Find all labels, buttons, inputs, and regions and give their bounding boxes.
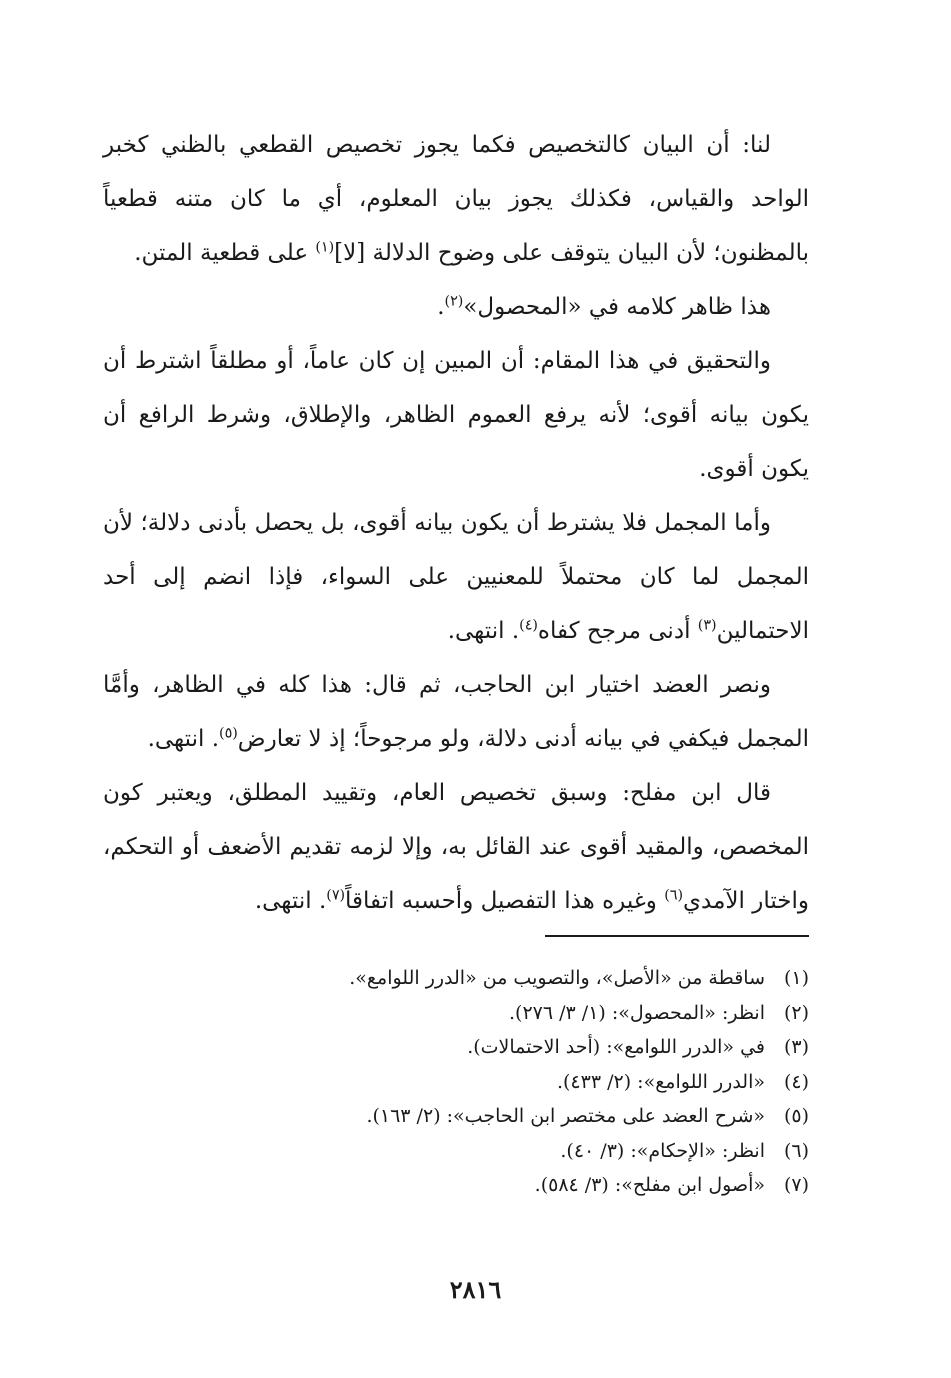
footnote-item	[240, 996, 809, 1031]
footnote-number: (٤)	[783, 1070, 809, 1093]
footnote-text: «أصول ابن مفلح»: (٣/ ٥٨٤).	[534, 1174, 765, 1196]
footnote-number: (٢)	[783, 1001, 809, 1024]
paragraph-text: على قطعية المتن.	[134, 240, 316, 266]
footnote-text: «شرح العضد على مختصر ابن الحاجب»: (٢/ ١٦٣).	[366, 1105, 765, 1127]
footnote-text: «الدرر اللوامع»: (٢/ ٤٣٣).	[556, 1070, 765, 1093]
paragraph-text: هذا ظاهر كلامه في «المحصول»	[463, 294, 771, 320]
paragraph	[103, 496, 809, 658]
footnote-item	[240, 1168, 809, 1203]
paragraph-text: وأما المجمل فلا يشترط أن يكون بيانه أقوى، بل يحصل بأدنى دلالة؛ لأن المجمل لما كان محتملاً للمعنيين على السواء، فإذا انضم إلى أحد الاحتمالين	[103, 510, 809, 644]
footnote-number: (١)	[783, 967, 809, 989]
paragraph-text: . انتهى.	[447, 618, 520, 644]
paragraph	[103, 280, 809, 334]
footnote-item	[240, 1065, 809, 1100]
footnote-item	[240, 1099, 809, 1134]
paragraph-text: .	[437, 294, 445, 320]
paragraph	[103, 766, 809, 928]
footnote-text: انظر: «الإحكام»: (٣/ ٤٠).	[560, 1139, 765, 1162]
paragraph-text: لنا: أن البيان كالتخصيص فكما يجوز تخصيص القطعي بالظني كخبر الواحد والقياس، فكذلك يجوز بيان المعلوم، أي ما كان متنه قطعياً بالمظنون؛ لأن البيان يتوقف على وضوح الدلالة [لا]	[103, 132, 809, 266]
footnotes	[240, 961, 809, 1203]
footnote-ref: (٢)	[444, 293, 464, 310]
footnote-item	[240, 1030, 809, 1065]
main-text	[103, 118, 809, 928]
footnote-text: في «الدرر اللوامع»: (أحد الاحتمالات).	[467, 1036, 765, 1058]
paragraph-text: . انتهى.	[254, 888, 327, 914]
footnote-ref: (٤)	[519, 617, 538, 634]
footnote-ref: (٧)	[326, 887, 346, 904]
paragraph-text: . انتهى.	[147, 726, 220, 752]
footnote-ref: (١)	[315, 239, 335, 256]
paragraph-text: ونصر العضد اختيار ابن الحاجب، ثم قال: هذا كله في الظاهر، وأمَّا المجمل فيكفي في بيانه أدنى دلالة، ولو مرجوحاً؛ إذ لا تعارض	[103, 672, 809, 752]
footnote-item	[240, 1134, 809, 1169]
footnote-number: (٣)	[783, 1036, 809, 1058]
footnote-number: (٧)	[783, 1174, 809, 1196]
paragraph-text: أدنى مرجح كفاه	[537, 618, 698, 644]
paragraph	[103, 658, 809, 766]
paragraph-text: والتحقيق في هذا المقام: أن المبين إن كان عاماً، أو مطلقاً اشترط أن يكون بيانه أقوى؛ لأنه يرفع العموم الظاهر، والإطلاق، وشرط الرافع أن يكون أقوى.	[103, 348, 809, 482]
footnote-number: (٦)	[783, 1139, 809, 1162]
footnote-text: انظر: «المحصول»: (١/ ٣/ ٢٧٦).	[508, 1001, 765, 1024]
paragraph	[103, 118, 809, 280]
footnote-text: ساقطة من «الأصل»، والتصويب من «الدرر اللوامع».	[349, 967, 765, 989]
page-number: ٢٨١٦	[449, 1275, 502, 1304]
footnote-ref: (٦)	[664, 887, 684, 904]
footnote-ref: (٣)	[697, 617, 717, 634]
footnote-separator	[545, 935, 809, 937]
paragraph-text: قال ابن مفلح: وسبق تخصيص العام، وتقييد المطلق، ويعتبر كون المخصص، والمقيد أقوى عند القائل به، وإلا لزمه تقديم الأضعف أو التحكم، واختار الآمدي	[103, 780, 809, 914]
footnote-ref: (٥)	[219, 725, 238, 742]
paragraph	[103, 334, 809, 496]
paragraph-text: وغيره هذا التفصيل وأحسبه اتفاقاً	[345, 888, 665, 914]
footnote-item	[240, 961, 809, 996]
footnote-number: (٥)	[783, 1105, 809, 1127]
